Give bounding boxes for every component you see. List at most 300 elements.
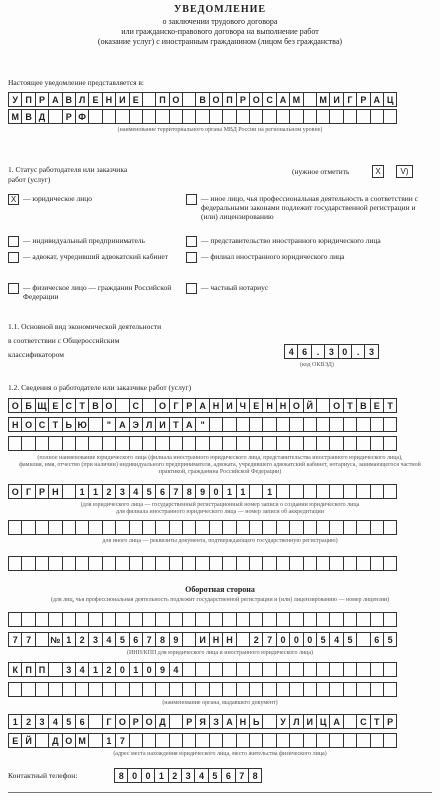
char-cell: Г [102, 714, 116, 729]
char-cell [249, 733, 263, 748]
char-cell: О [329, 398, 343, 413]
char-cell: 3 [115, 484, 129, 499]
char-cell: О [21, 417, 35, 432]
char-cell [289, 556, 303, 571]
char-cell [129, 436, 143, 451]
char-cell [88, 417, 102, 432]
section12-caption-4: для филиала иностранного юридического лица — номер записи об аккредитации [116, 509, 324, 515]
char-cell [222, 733, 236, 748]
char-cell [236, 632, 250, 647]
char-cell: " [102, 417, 116, 432]
char-cell [343, 556, 357, 571]
char-cell [249, 417, 263, 432]
char-cell [303, 662, 317, 677]
char-cell [383, 436, 397, 451]
char-cell [222, 612, 236, 627]
char-cell [129, 682, 143, 697]
char-cell: И [115, 92, 129, 107]
char-cell: " [195, 417, 209, 432]
char-cell [356, 109, 370, 124]
char-cell: 9 [155, 662, 169, 677]
char-cell [276, 682, 290, 697]
char-cell [276, 417, 290, 432]
char-cell: Е [88, 92, 102, 107]
char-cell [115, 436, 129, 451]
char-cell [155, 436, 169, 451]
char-cell [102, 109, 116, 124]
char-cell: К [8, 662, 22, 677]
char-cell: 0 [115, 662, 129, 677]
status-option-label: — частный нотариус [201, 283, 269, 292]
left-option [8, 252, 178, 263]
char-cell [182, 733, 196, 748]
char-cell: О [102, 398, 116, 413]
char-cell: Г [343, 92, 357, 107]
char-cell [343, 484, 357, 499]
recipient-caption: (наименование территориального органа МВД России на региональном уровне) [117, 127, 323, 133]
char-cell: 1 [88, 484, 102, 499]
char-cell: Ь [249, 714, 263, 729]
char-cell [276, 520, 290, 535]
char-cell [289, 484, 303, 499]
char-cell: В [21, 109, 35, 124]
mark-x-sample: X [372, 165, 384, 178]
char-cell [316, 484, 330, 499]
char-cell [262, 417, 276, 432]
char-cell [155, 682, 169, 697]
header-line-3: (оказание услуг) с иностранным гражданином (лицом без гражданства) [97, 37, 343, 46]
char-cell [236, 682, 250, 697]
char-cell: 6 [297, 344, 311, 359]
char-cell [62, 436, 76, 451]
char-cell: Г [21, 484, 35, 499]
header-line-2: или гражданско-правового договора на выполнение работ [121, 27, 319, 36]
char-cell: 0 [142, 662, 156, 677]
char-cell [8, 436, 22, 451]
char-cell [182, 662, 196, 677]
char-cell [316, 662, 330, 677]
char-cell [142, 682, 156, 697]
char-cell [129, 612, 143, 627]
char-cell: Ф [75, 109, 89, 124]
char-cell [370, 109, 384, 124]
char-cell: 7 [21, 632, 35, 647]
char-cell [370, 662, 384, 677]
char-cell [343, 682, 357, 697]
reverse-caption-1: (для лиц, чья профессиональная деятельность подлежит государственной регистрации и (или) лицензированию — номер лицензии) [50, 597, 390, 603]
char-cell: 2 [102, 662, 116, 677]
char-cell [195, 556, 209, 571]
char-cell: О [155, 398, 169, 413]
char-cell: М [289, 92, 303, 107]
char-cell: Р [35, 92, 49, 107]
status-option-label: — физическое лицо — гражданин Российской Федерации [23, 283, 172, 301]
char-cell [262, 520, 276, 535]
section12-caption-5: для иного лица — реквизиты документа, подтверждающего государственную регистрацию) [102, 538, 338, 544]
char-cell [48, 612, 62, 627]
char-cell [370, 682, 384, 697]
char-cell: 2 [102, 484, 116, 499]
char-cell [316, 520, 330, 535]
char-cell: Н [209, 632, 223, 647]
char-cell [356, 682, 370, 697]
status-option-label: — индивидуальный предприниматель [23, 236, 145, 245]
char-cell [356, 556, 370, 571]
char-cell: 2 [249, 632, 263, 647]
registration-row-2 [8, 556, 396, 571]
char-cell: П [155, 92, 169, 107]
char-cell [343, 612, 357, 627]
char-cell: Б [21, 398, 35, 413]
char-cell: А [276, 92, 290, 107]
section12-title: 1.2. Сведения о работодателе или заказчике работ (услуг) [8, 383, 192, 392]
char-cell: Р [129, 714, 143, 729]
char-cell: С [62, 398, 76, 413]
char-cell [21, 556, 35, 571]
char-cell [343, 520, 357, 535]
char-cell [169, 733, 183, 748]
char-cell [209, 109, 223, 124]
char-cell [222, 436, 236, 451]
char-cell [169, 520, 183, 535]
char-cell [289, 612, 303, 627]
employer-name-row-1 [8, 398, 396, 413]
char-cell [343, 417, 357, 432]
char-cell: О [169, 92, 183, 107]
char-cell: 3 [324, 344, 338, 359]
char-cell [383, 556, 397, 571]
char-cell: Р [35, 484, 49, 499]
char-cell: И [303, 714, 317, 729]
char-cell [370, 484, 384, 499]
char-cell [115, 520, 129, 535]
char-cell: 0 [209, 484, 223, 499]
char-cell [316, 417, 330, 432]
char-cell [303, 92, 317, 107]
right-option [186, 236, 434, 247]
char-cell: 0 [338, 344, 352, 359]
char-cell [329, 682, 343, 697]
char-cell: Т [75, 398, 89, 413]
okved-code [284, 344, 378, 359]
char-cell: 4 [75, 662, 89, 677]
char-cell [88, 682, 102, 697]
char-cell [48, 436, 62, 451]
char-cell [356, 662, 370, 677]
char-cell [370, 612, 384, 627]
char-cell [303, 520, 317, 535]
mark-hint: (нужное отметить [292, 167, 350, 176]
char-cell: 7 [169, 484, 183, 499]
char-cell [102, 556, 116, 571]
char-cell: 6 [75, 714, 89, 729]
header-line-1: о заключении трудового договора [162, 17, 278, 26]
char-cell [303, 612, 317, 627]
char-cell [142, 612, 156, 627]
char-cell [8, 682, 22, 697]
char-cell: Р [383, 714, 397, 729]
char-cell [289, 662, 303, 677]
char-cell [75, 556, 89, 571]
char-cell [356, 417, 370, 432]
section11-title-1: 1.1. Основной вид экономической деятельности [8, 322, 162, 331]
status-option-label: — представительство иностранного юридического лица [201, 236, 381, 245]
char-cell: Н [48, 484, 62, 499]
char-cell: 1 [129, 662, 143, 677]
char-cell [329, 484, 343, 499]
char-cell: Л [142, 417, 156, 432]
char-cell: У [8, 92, 22, 107]
char-cell [303, 556, 317, 571]
char-cell: 8 [248, 768, 262, 783]
char-cell [155, 612, 169, 627]
char-cell: Р [356, 92, 370, 107]
char-cell [329, 556, 343, 571]
char-cell [303, 682, 317, 697]
char-cell [115, 556, 129, 571]
char-cell: 7 [8, 632, 22, 647]
char-cell: 5 [208, 768, 222, 783]
char-cell: А [48, 92, 62, 107]
char-cell: О [209, 92, 223, 107]
char-cell: 1 [62, 632, 76, 647]
char-cell [115, 109, 129, 124]
status-option-label: — иное лицо, чья профессиональная деятельность в соответствии с федеральными законами подлежит государственной регистрации и (или) лицензированию [201, 194, 418, 221]
char-cell: 0 [289, 632, 303, 647]
char-cell [88, 612, 102, 627]
char-cell [129, 733, 143, 748]
char-cell: Е [129, 92, 143, 107]
char-cell: Д [35, 109, 49, 124]
char-cell [195, 733, 209, 748]
char-cell: О [142, 714, 156, 729]
char-cell: 1 [222, 484, 236, 499]
char-cell: А [370, 92, 384, 107]
char-cell [169, 556, 183, 571]
char-cell [88, 714, 102, 729]
right-option [186, 283, 434, 294]
char-cell [289, 733, 303, 748]
char-cell: 6 [129, 632, 143, 647]
char-cell [8, 612, 22, 627]
char-cell [370, 417, 384, 432]
char-cell: 7 [142, 632, 156, 647]
char-cell [249, 556, 263, 571]
char-cell: 5 [316, 632, 330, 647]
section12-caption-3: (для юридического лица — государственный регистрационный номер записи о создании юридического лица [80, 502, 360, 508]
char-cell: Р [182, 398, 196, 413]
char-cell [88, 733, 102, 748]
char-cell: Ч [236, 398, 250, 413]
char-cell: 4 [129, 484, 143, 499]
char-cell: Г [169, 398, 183, 413]
char-cell [142, 520, 156, 535]
char-cell: 8 [155, 632, 169, 647]
char-cell: А [115, 417, 129, 432]
char-cell [115, 398, 129, 413]
char-cell [316, 109, 330, 124]
status-option-label: — адвокат, учредивший адвокатский кабинет [23, 252, 169, 261]
char-cell [21, 520, 35, 535]
char-cell [155, 733, 169, 748]
char-cell [249, 109, 263, 124]
char-cell [316, 682, 330, 697]
char-cell [316, 398, 330, 413]
char-cell [289, 109, 303, 124]
char-cell [182, 92, 196, 107]
left-option [8, 236, 178, 247]
char-cell [370, 733, 384, 748]
char-cell: 6 [221, 768, 235, 783]
char-cell: 6 [370, 632, 384, 647]
char-cell: И [222, 398, 236, 413]
char-cell [142, 398, 156, 413]
char-cell: 1 [236, 484, 250, 499]
char-cell: М [8, 109, 22, 124]
char-cell [276, 109, 290, 124]
char-cell: П [222, 92, 236, 107]
char-cell: 9 [195, 484, 209, 499]
char-cell [48, 662, 62, 677]
char-cell [236, 520, 250, 535]
char-cell [182, 682, 196, 697]
registration-row [8, 520, 396, 535]
char-cell: А [182, 417, 196, 432]
char-cell [236, 556, 250, 571]
char-cell: . [311, 344, 325, 359]
char-cell: 7 [235, 768, 249, 783]
char-cell [249, 484, 263, 499]
char-cell [236, 417, 250, 432]
char-cell: Т [370, 714, 384, 729]
char-cell: В [88, 398, 102, 413]
char-cell: 4 [329, 632, 343, 647]
char-cell: 7 [115, 733, 129, 748]
char-cell [142, 733, 156, 748]
char-cell [21, 682, 35, 697]
char-cell: Н [222, 632, 236, 647]
char-cell [249, 520, 263, 535]
char-cell [383, 662, 397, 677]
char-cell: 8 [114, 768, 128, 783]
char-cell [169, 436, 183, 451]
char-cell [276, 662, 290, 677]
right-option [186, 194, 434, 221]
status-checkbox [8, 252, 19, 263]
char-cell [343, 714, 357, 729]
char-cell [249, 436, 263, 451]
char-cell [209, 417, 223, 432]
char-cell [88, 556, 102, 571]
char-cell: 1 [154, 768, 168, 783]
char-cell: Н [8, 417, 22, 432]
char-cell [182, 556, 196, 571]
char-cell: О [289, 398, 303, 413]
char-cell [303, 417, 317, 432]
char-cell: 4 [194, 768, 208, 783]
char-cell [35, 520, 49, 535]
char-cell: Р [182, 714, 196, 729]
char-cell [169, 682, 183, 697]
char-cell [383, 417, 397, 432]
char-cell: 0 [141, 768, 155, 783]
char-cell: У [276, 714, 290, 729]
section1-title: 1. Статус работодателя или заказчика [8, 165, 128, 174]
char-cell [35, 682, 49, 697]
char-cell: И [195, 632, 209, 647]
char-cell: И [329, 92, 343, 107]
char-cell: Ю [75, 417, 89, 432]
char-cell [209, 612, 223, 627]
inn-row [8, 632, 396, 647]
status-option-label: — филиал иностранного юридического лица [201, 252, 345, 261]
char-cell [316, 612, 330, 627]
char-cell: Л [289, 714, 303, 729]
char-cell: Д [155, 714, 169, 729]
char-cell [182, 612, 196, 627]
char-cell [370, 556, 384, 571]
reverse-caption-4: (наименование органа, выдавшего документ) [162, 700, 278, 706]
char-cell [88, 520, 102, 535]
char-cell [129, 556, 143, 571]
license-row [8, 612, 396, 627]
char-cell: Т [48, 417, 62, 432]
char-cell [329, 520, 343, 535]
char-cell [169, 109, 183, 124]
char-cell [303, 109, 317, 124]
char-cell: Й [21, 733, 35, 748]
char-cell [276, 436, 290, 451]
char-cell: С [262, 92, 276, 107]
char-cell: . [351, 344, 365, 359]
employer-name-row-3 [8, 436, 396, 451]
char-cell: 4 [48, 714, 62, 729]
mark-v-sample: V) [396, 165, 413, 178]
char-cell: 0 [303, 632, 317, 647]
char-cell [102, 612, 116, 627]
char-cell [48, 520, 62, 535]
char-cell [35, 436, 49, 451]
char-cell: № [48, 632, 62, 647]
char-cell: Н [276, 398, 290, 413]
section12-caption-2: фамилия, имя, отчество (при наличии) индивидуального предпринимателя, адвоката, учредившего адвокатский кабинет, нотариуса, занимающегося частной практикой, гражданина Российской Федерации) [19, 462, 421, 475]
reverse-caption-5: (адрес места нахождения юридического лица, место жительства физического лица) [113, 751, 327, 757]
char-cell: Щ [35, 398, 49, 413]
char-cell: 5 [115, 632, 129, 647]
char-cell [195, 662, 209, 677]
left-option [8, 194, 178, 205]
employer-name-row-2 [8, 417, 396, 432]
char-cell [8, 556, 22, 571]
char-cell [62, 520, 76, 535]
status-checkbox [186, 283, 197, 294]
char-cell: А [329, 714, 343, 729]
char-cell [209, 682, 223, 697]
section11-title-3: классификатором [8, 350, 64, 359]
section12-caption-1: (полное наименование юридического лица (филиала иностранного юридического лица, представительства иностранного юридического лица), [37, 455, 403, 461]
char-cell [383, 520, 397, 535]
char-cell: 2 [75, 632, 89, 647]
char-cell [115, 612, 129, 627]
char-cell [142, 92, 156, 107]
char-cell [276, 556, 290, 571]
char-cell [209, 520, 223, 535]
char-cell [289, 417, 303, 432]
char-cell [329, 436, 343, 451]
char-cell: П [21, 662, 35, 677]
section1-title-2: работ (услуг) [8, 175, 51, 184]
reverse-title: Оборотная сторона [185, 585, 255, 594]
